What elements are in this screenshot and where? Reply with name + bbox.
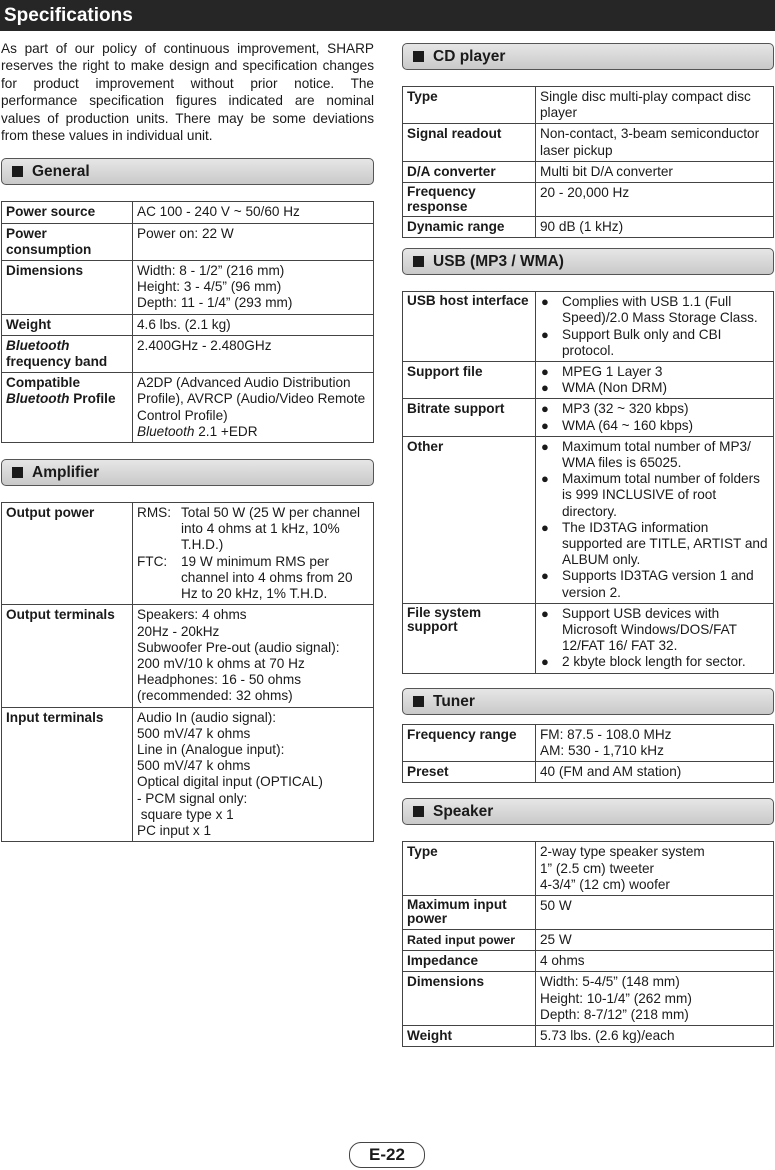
spec-value (536, 724, 774, 761)
left-column (1, 40, 374, 842)
spec-value (536, 603, 774, 673)
value-line: square type x 1 (137, 806, 234, 822)
spec-key: Impedance (403, 951, 536, 972)
spec-value: Multi bit D/A converter (536, 161, 774, 182)
spec-value (536, 842, 774, 896)
spec-key: Support file (403, 362, 536, 399)
usb-table (402, 291, 774, 673)
spec-key: Power consumption (2, 223, 133, 260)
section-title: Speaker (433, 803, 494, 821)
value-line: A2DP (Advanced Audio Distribution Profile), AVRCP (Audio/Video Remote Control Profile) (137, 375, 366, 423)
list-item: ● Support Bulk only and CBI protocol. (541, 326, 722, 358)
square-bullet-icon (413, 51, 424, 62)
spec-value (133, 261, 374, 315)
list-item: ● Complies with USB 1.1 (Full Speed)/2.0 Mass Storage Class. (541, 294, 758, 326)
value-line: Optical digital input (OPTICAL) (137, 774, 323, 790)
spec-value: 40 (FM and AM station) (536, 762, 774, 783)
bullet-icon: ● (541, 438, 549, 454)
spec-value (133, 605, 374, 707)
table-row (403, 87, 774, 124)
spec-key: D/A converter (403, 161, 536, 182)
section-header-cd-player (402, 43, 774, 70)
spec-key: Bitrate support (403, 399, 536, 436)
bullet-icon: ● (541, 294, 549, 310)
list-item: ● Supports ID3TAG version 1 and version 2. (541, 568, 754, 600)
spec-value: Non-contact, 3-beam semiconductor laser pickup (536, 124, 774, 161)
bullet-icon: ● (541, 364, 549, 380)
table-row (403, 399, 774, 436)
table-row (2, 314, 374, 335)
section-header-usb (402, 248, 774, 275)
spec-value (133, 373, 374, 443)
spec-value (536, 362, 774, 399)
value-line: 2-way type speaker system (540, 844, 705, 860)
bullet-icon: ● (541, 568, 549, 584)
key-rest: frequency band (6, 354, 108, 370)
list-item: ● MP3 (32 ~ 320 kbps) (541, 401, 689, 417)
bullet-icon: ● (541, 380, 549, 396)
spec-key: Rated input power (403, 929, 536, 950)
section-title: General (32, 163, 90, 181)
value-line: Speakers: 4 ohms (137, 607, 247, 623)
spec-value: Single disc multi-play compact disc player (536, 87, 774, 124)
spec-value (536, 399, 774, 436)
table-row (403, 603, 774, 673)
list-item: ● MPEG 1 Layer 3 (541, 364, 663, 380)
spec-value: 5.73 lbs. (2.6 kg)/each (536, 1025, 774, 1046)
spec-value: 2.400GHz - 2.480GHz (133, 335, 374, 372)
value-line: Subwoofer Pre-out (audio signal): (137, 639, 340, 655)
value-line: AM: 530 - 1,710 kHz (540, 742, 664, 758)
bullet-icon: ● (541, 471, 549, 487)
section-header-speaker (402, 798, 774, 825)
section-header-tuner (402, 688, 774, 715)
amplifier-table (1, 502, 374, 842)
value-line: 20Hz - 20kHz (137, 623, 220, 639)
table-row (403, 183, 774, 217)
spec-key: Frequency response (403, 183, 536, 217)
bullet-icon: ● (541, 654, 549, 670)
value-line: - PCM signal only: (137, 790, 248, 806)
table-row (2, 707, 374, 842)
table-row (2, 503, 374, 605)
value-line: Depth: 11 - 1/4” (293 mm) (137, 295, 293, 311)
key-rest: Profile (69, 391, 116, 407)
spec-value (536, 292, 774, 362)
table-row (2, 202, 374, 223)
bullet-icon: ● (541, 519, 549, 535)
cd-table (402, 86, 774, 238)
spec-key: Preset (403, 762, 536, 783)
list-item: ● Support USB devices with Microsoft Windows/DOS/FAT 12/FAT 16/ FAT 32. (541, 605, 737, 654)
section-header-general (1, 158, 374, 185)
tuner-table (402, 724, 774, 784)
list-item: ● WMA (64 ~ 160 kbps) (541, 417, 694, 433)
spec-value: 25 W (536, 929, 774, 950)
square-bullet-icon (413, 806, 424, 817)
table-row (403, 972, 774, 1026)
spec-value (536, 972, 774, 1026)
table-row (2, 335, 374, 372)
spec-key (2, 335, 133, 372)
value-line: FM: 87.5 - 108.0 MHz (540, 726, 672, 742)
value-line: Audio In (audio signal): (137, 709, 277, 725)
page-number: E-22 (349, 1142, 425, 1168)
spec-key: Maximum input power (403, 895, 536, 929)
section-title: Amplifier (32, 464, 100, 482)
table-row (2, 373, 374, 443)
value-line: Depth: 8-7/12” (218 mm) (540, 1006, 689, 1022)
value-line: 500 mV/47 k ohms (137, 725, 251, 741)
table-row (403, 895, 774, 929)
spec-value: Power on: 22 W (133, 223, 374, 260)
value-line: 1” (2.5 cm) tweeter (540, 860, 655, 876)
square-bullet-icon (12, 166, 23, 177)
value-line: (recommended: 32 ohms) (137, 688, 293, 704)
table-row (403, 217, 774, 238)
key-italic: Bluetooth (6, 337, 70, 353)
spec-value: 20 - 20,000 Hz (536, 183, 774, 217)
spec-key: Weight (2, 314, 133, 335)
table-row (403, 436, 774, 603)
rms-value: Total 50 W (25 W per channel into 4 ohms at 1 kHz, 10% T.H.D.) (181, 505, 361, 553)
spec-key: Output terminals (2, 605, 133, 707)
spec-key: Output power (2, 503, 133, 605)
page-title: Specifications (0, 0, 775, 31)
table-row (403, 762, 774, 783)
spec-value (536, 436, 774, 603)
general-table (1, 201, 374, 443)
table-row (403, 929, 774, 950)
table-row (403, 951, 774, 972)
section-title: Tuner (433, 692, 475, 710)
table-row (403, 362, 774, 399)
spec-value: 90 dB (1 kHz) (536, 217, 774, 238)
ftc-value: 19 W minimum RMS per channel into 4 ohms from 20 Hz to 20 kHz, 1% T.H.D. (181, 553, 353, 602)
list-item: ● WMA (Non DRM) (541, 380, 667, 396)
spec-key: Type (403, 87, 536, 124)
value-line: Width: 8 - 1/2” (216 mm) (137, 263, 285, 279)
spec-value: 4 ohms (536, 951, 774, 972)
section-header-amplifier (1, 459, 374, 486)
speaker-table (402, 841, 774, 1047)
spec-key: Weight (403, 1025, 536, 1046)
value-line: PC input x 1 (137, 822, 212, 838)
bullet-icon: ● (541, 401, 549, 417)
bullet-icon: ● (541, 417, 549, 433)
table-row (403, 1025, 774, 1046)
bullet-icon: ● (541, 605, 549, 621)
key-italic: Bluetooth (6, 391, 70, 407)
list-item: ● Maximum total number of folders is 999 INCLUSIVE of root directory. (541, 471, 760, 519)
spec-value: 4.6 lbs. (2.1 kg) (133, 314, 374, 335)
value-line: 200 mV/10 k ohms at 70 Hz (137, 655, 305, 671)
spec-key: Type (403, 842, 536, 896)
value-italic: Bluetooth (137, 423, 195, 439)
spec-value (133, 503, 374, 605)
square-bullet-icon (12, 467, 23, 478)
value-line: Width: 5-4/5” (148 mm) (540, 974, 680, 990)
table-row (403, 124, 774, 161)
table-row (2, 223, 374, 260)
spec-key: USB host interface (403, 292, 536, 362)
ftc-label: FTC: (137, 553, 168, 569)
spec-key: File system support (403, 603, 536, 673)
value-line: 4-3/4” (12 cm) woofer (540, 876, 670, 892)
rms-label: RMS: (137, 505, 171, 521)
table-row (403, 161, 774, 182)
spec-key: Frequency range (403, 724, 536, 761)
section-title: USB (MP3 / WMA) (433, 253, 564, 271)
table-row (2, 261, 374, 315)
section-title: CD player (433, 48, 506, 65)
spec-key: Dynamic range (403, 217, 536, 238)
value-line: Height: 10-1/4” (262 mm) (540, 990, 692, 1006)
list-item: ● Maximum total number of MP3/ WMA files is 65025. (541, 438, 751, 471)
key-line: Compatible (6, 375, 81, 391)
spec-value: AC 100 - 240 V ~ 50/60 Hz (133, 202, 374, 223)
value-line: Headphones: 16 - 50 ohms (137, 672, 301, 688)
table-row (403, 842, 774, 896)
spec-key: Dimensions (403, 972, 536, 1026)
value-line: Line in (Analogue input): (137, 741, 285, 757)
spec-key: Input terminals (2, 707, 133, 842)
right-column (402, 40, 774, 1047)
spec-value: 50 W (536, 895, 774, 929)
table-row (2, 605, 374, 707)
list-item: ● The ID3TAG information supported are TITLE, ARTIST and ALBUM only. (541, 519, 768, 568)
spec-key: Dimensions (2, 261, 133, 315)
value-line: Height: 3 - 4/5” (96 mm) (137, 279, 282, 295)
square-bullet-icon (413, 256, 424, 267)
spec-key: Signal readout (403, 124, 536, 161)
intro-paragraph: As part of our policy of continuous improvement, SHARP reserves the right to make design and specification changes for product improvement without prior notice. The performance specification figures indicated are nominal values of production units. There may be some deviations from these values in individual unit. (1, 41, 374, 144)
value-rest: 2.1 +EDR (194, 423, 258, 439)
square-bullet-icon (413, 696, 424, 707)
spec-value (133, 707, 374, 842)
table-row (403, 724, 774, 761)
spec-key (2, 373, 133, 443)
bullet-icon: ● (541, 326, 549, 342)
value-line: 500 mV/47 k ohms (137, 758, 251, 774)
spec-key: Power source (2, 202, 133, 223)
table-row (403, 292, 774, 362)
list-item: ● 2 kbyte block length for sector. (541, 654, 746, 670)
spec-key: Other (403, 436, 536, 603)
